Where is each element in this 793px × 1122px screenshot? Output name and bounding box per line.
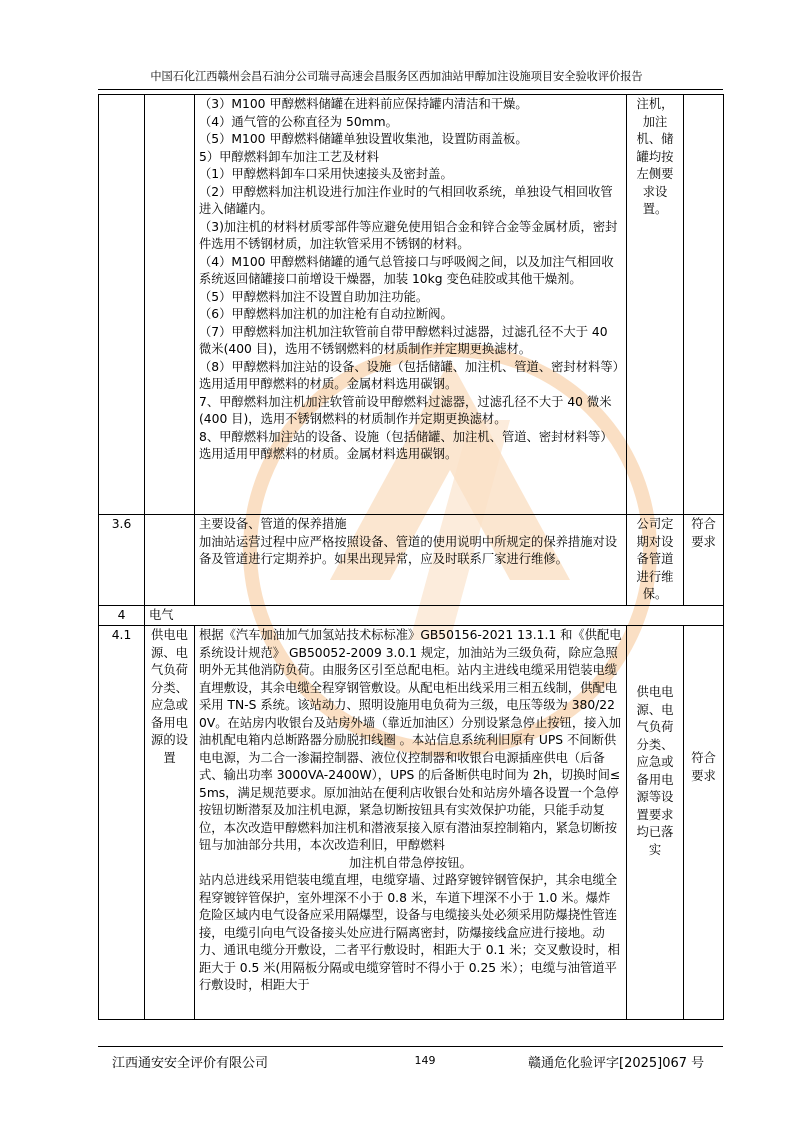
text-line: 5）甲醇燃料卸车加注工艺及材料 xyxy=(199,149,379,164)
header-rule xyxy=(98,89,723,90)
item-number-cell xyxy=(99,95,145,515)
text-line: （3)加注机的材料材质零部件等应避免使用铝合金和锌合金等金属材质，密封件选用不锈钢材质，加注软管采用不锈钢的材料。 xyxy=(199,219,618,251)
text-line: （4）通气管的公称直径为 50mm。 xyxy=(199,114,398,129)
page-number: 149 xyxy=(414,1054,436,1067)
text-line: （4）M100 甲醇燃料储罐的通气总管接口与呼吸阀之间，以及加注气相回收系统返回储罐接口前增设干燥器，加装 10kg 变色硅胶或其他干燥剂。 xyxy=(199,254,614,286)
footer-doc-number: 赣通危化验评字[2025]067 号 xyxy=(528,1056,705,1071)
text-line: （5）甲醇燃料加注不设置自助加注功能。 xyxy=(199,289,429,304)
result-cell: 公司定期对设备管道进行维保。 xyxy=(627,515,684,606)
requirement-cell xyxy=(195,515,627,606)
footer-company: 江西通安安全评价有限公司 xyxy=(112,1056,269,1071)
text-paragraph: 站内总进线采用铠装电缆直埋，电缆穿墙、过路穿镀锌钢管保护，其余电缆全程穿镀锌管保护，室外埋深不小于 0.8 米，车道下埋深不小于 1.0 米。爆炸危险区域内电气设备应采用隔爆型，设备与电缆接头处必须采用防爆挠性管连接，电缆引向电气设备接头处应进行隔离密封，防爆接线盒应进行接地。动力、通讯电缆分开敷设，二者平行敷设时，相距大于 0.1 米；交叉敷设时，相距大于 0.5 米(用隔板分隔或电缆穿管时不得小于 0.25 米）；电缆与油管道平行敷设时，相距大于 xyxy=(199,873,620,992)
page-header: 中国石化江西赣州会昌石油分公司瑞寻高速会昌服务区西加油站甲醇加注设施项目安全验收评价报告 xyxy=(150,70,643,83)
table-row xyxy=(99,95,724,515)
item-number-cell: 4 xyxy=(99,605,145,626)
text-paragraph: 加油站运营过程中应严格按照设备、管道的使用说明中所规定的保养措施对设备及管道进行定期养护。如果出现异常，应及时联系厂家进行维修。 xyxy=(199,534,618,566)
text-line: （5）M100 甲醇燃料储罐单独设置收集池，设置防雨盖板。 xyxy=(199,132,528,146)
item-number-cell: 3.6 xyxy=(99,515,145,606)
item-number-cell: 4.1 xyxy=(99,626,145,1020)
requirement-cell xyxy=(195,95,627,515)
text-line: 7、甲醇燃料加注机加注软管前设甲醇燃料过滤器，过滤孔径不大于 40 微米(400 目)，选用不锈钢燃料的材质制作并定期更换滤材。 xyxy=(199,394,612,426)
text-paragraph-end: 加注机自带急停按钮。 xyxy=(349,855,472,870)
text-line: （7）甲醇燃料加注机加注软管前自带甲醇燃料过滤器，过滤孔径不大于 40 微米(400 目)，选用不锈钢燃料的材质制作并定期更换滤材。 xyxy=(199,324,608,356)
table-row xyxy=(99,515,724,606)
table-row xyxy=(99,605,724,626)
result-cell: 注机，加注机、储罐均按左侧要求设置。 xyxy=(627,95,684,515)
result-cell: 供电电源、电气负荷分类、应急或备用电源等设置要求均已落实 xyxy=(627,626,684,1020)
section-heading: 主要设备、管道的保养措施 xyxy=(199,517,347,531)
conclusion-cell: 符合要求 xyxy=(684,515,724,606)
table-row xyxy=(99,626,724,1020)
section-title-cell: 电气 xyxy=(145,605,724,626)
conclusion-cell xyxy=(684,95,724,515)
evaluation-table xyxy=(98,94,724,1020)
text-line: （8）甲醇燃料加注站的设备、设施（包括储罐、加注机、管道、密封材料等）选用适用甲醇燃料的材质。金属材料选用碳钢。 xyxy=(199,359,619,391)
category-cell xyxy=(145,95,195,515)
text-line: （2）甲醇燃料加注机设进行加注作业时的气相回收系统，单独设气相回收管进入储罐内。 xyxy=(199,184,613,216)
footer-rule xyxy=(98,1046,723,1047)
text-line: （3）M100 甲醇燃料储罐在进料前应保持罐内清洁和干燥。 xyxy=(199,97,528,111)
text-line: （6）甲醇燃料加注机的加注枪有自动拉断阀。 xyxy=(199,307,453,321)
conclusion-cell: 符合要求 xyxy=(684,626,724,1020)
requirement-cell xyxy=(195,626,627,1020)
category-cell: 供电电源、电气负荷分类、应急或备用电源的设置 xyxy=(145,626,195,1020)
text-line: （1）甲醇燃料卸车口采用快速接头及密封盖。 xyxy=(199,167,453,181)
text-paragraph: 根据《汽车加油加气加氢站技术标标准》GB50156-2021 13.1.1 和《供配电系统设计规范》 GB50052-2009 3.0.1 规定，加油站为三级负荷，除应急照明外无其他消防负荷。由服务区引至总配电柜。站内主进线电缆采用铠装电缆直埋敷设，其余电缆全程穿钢管敷设。从配电柜出线采用三相五线制，供配电采用 TN-S 系统。该站动力、照明设施用电负荷为三级，电压等级为 380/220V。在站房内收银台及站房外墙（靠近加油区）分别设紧急停止按钮，接入加油机配电箱内总断路器分励脱扣线圈 。本站信息系统利旧原有 UPS 不间断供电电源，为二合一渗漏控制器、液位仪控制器和收银台电源插座供电（后备式、输出功率 3000VA-2400W），UPS 的后备断供电时间为 2h，切换时间≤5ms，满足规范要求。原加油站在便利店收银台处和站房外墙各设置一个急停按钮切断潜泵及加注机电源，紧急切断按钮具有实效保护功能，只能手动复位，本次改造甲醇燃料加注机和潜液泵接入原有潜油泵控制箱内，紧急切断按钮与加油部分共用，本次改造利旧，甲醇燃料 xyxy=(199,628,622,852)
text-line: 8、甲醇燃料加注站的设备、设施（包括储罐、加注机、管道、密封材料等）选用适用甲醇燃料的材质。金属材料选用碳钢。 xyxy=(199,429,613,461)
category-cell xyxy=(145,515,195,606)
